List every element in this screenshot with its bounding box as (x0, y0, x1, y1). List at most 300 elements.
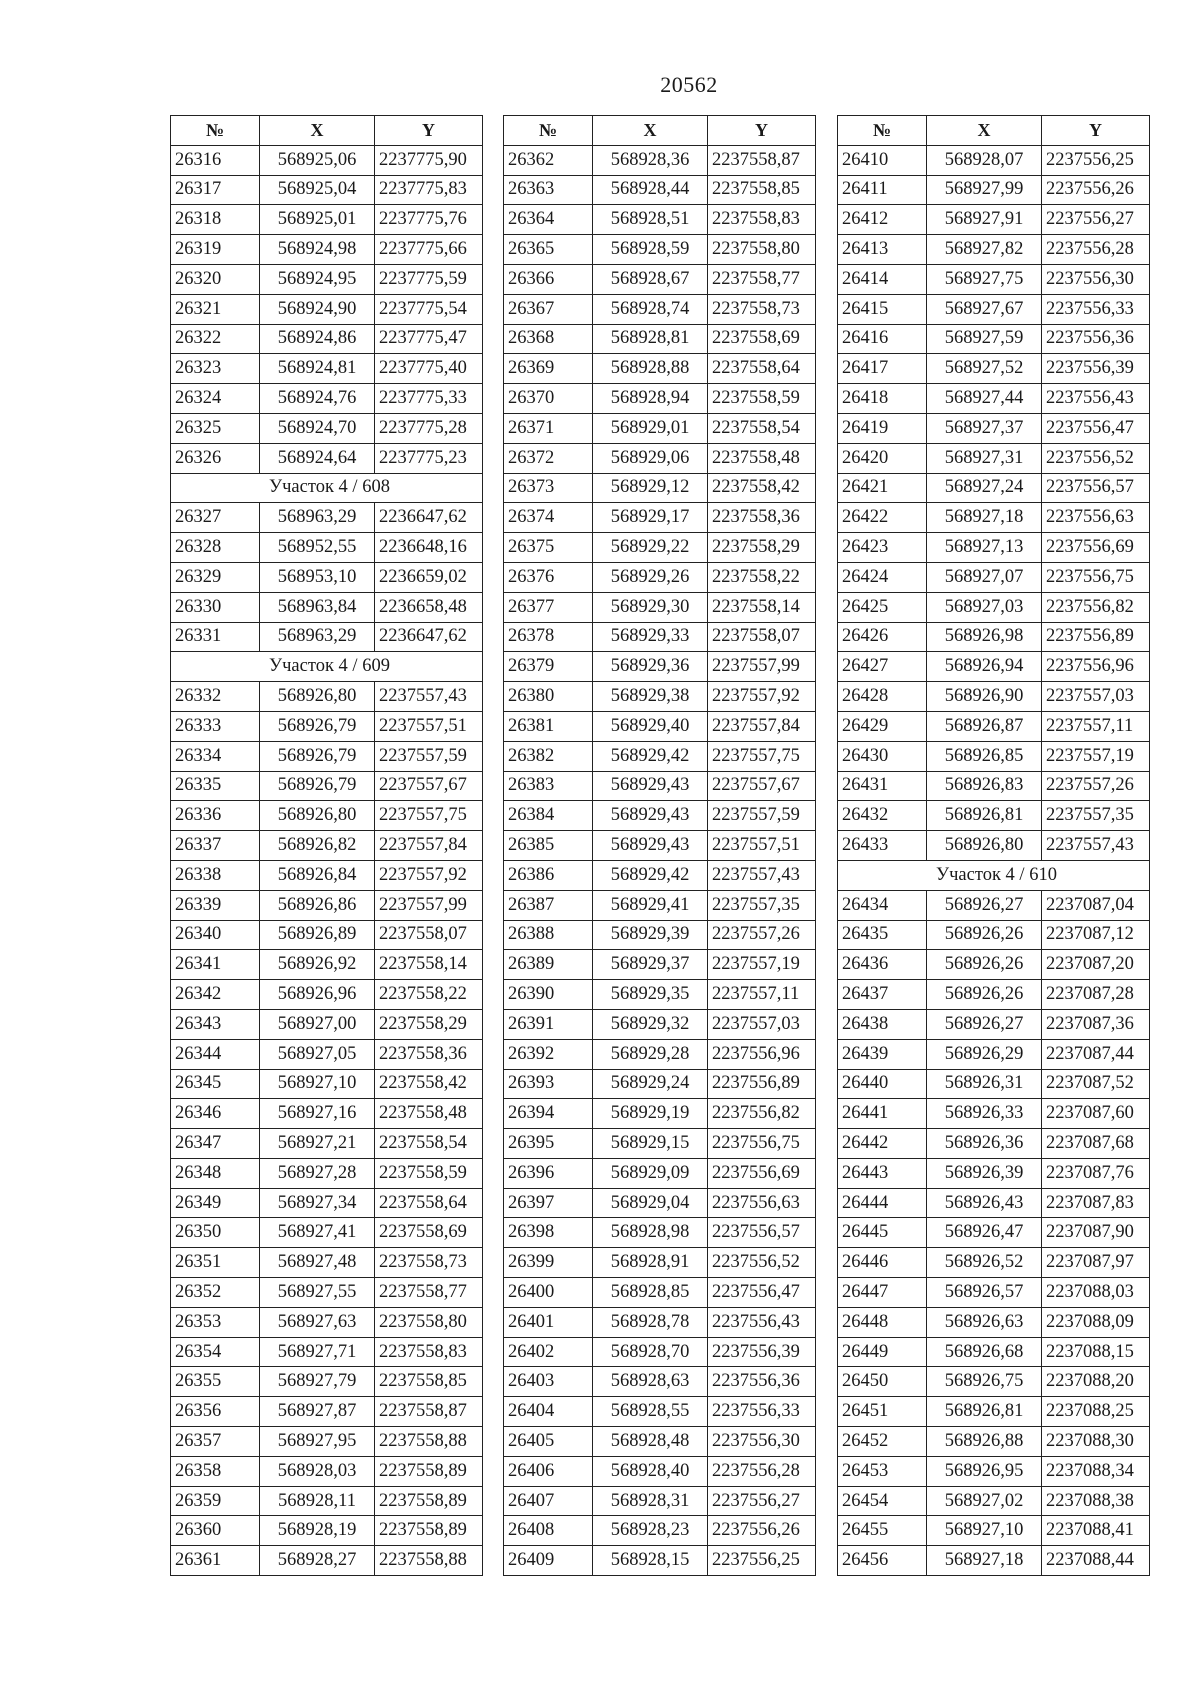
cell-x: 568926,82 (260, 831, 375, 861)
cell-number: 26338 (171, 860, 260, 890)
table-row (838, 682, 1150, 712)
header-x: X (593, 116, 708, 146)
table-row (504, 741, 816, 771)
table-row (171, 443, 483, 473)
header-y: Y (375, 116, 483, 146)
table-row (504, 1158, 816, 1188)
cell-x: 568928,98 (593, 1218, 708, 1248)
table-row (838, 264, 1150, 294)
cell-x: 568929,35 (593, 980, 708, 1010)
cell-y: 2237557,59 (375, 741, 483, 771)
table-row (504, 413, 816, 443)
cell-x: 568926,83 (927, 771, 1042, 801)
cell-x: 568927,37 (927, 413, 1042, 443)
cell-y: 2237775,33 (375, 384, 483, 414)
cell-number: 26333 (171, 711, 260, 741)
cell-x: 568953,10 (260, 562, 375, 592)
table-row (171, 1278, 483, 1308)
table-row (838, 503, 1150, 533)
cell-x: 568963,29 (260, 503, 375, 533)
table-row (504, 1486, 816, 1516)
cell-number: 26402 (504, 1337, 593, 1367)
table-row (504, 264, 816, 294)
cell-x: 568927,03 (927, 592, 1042, 622)
cell-y: 2237557,43 (1042, 831, 1150, 861)
cell-y: 2237558,64 (375, 1188, 483, 1218)
cell-number: 26432 (838, 801, 927, 831)
table-row (838, 1278, 1150, 1308)
table-row (838, 1218, 1150, 1248)
cell-x: 568928,81 (593, 324, 708, 354)
cell-x: 568927,24 (927, 473, 1042, 503)
cell-number: 26328 (171, 533, 260, 563)
table-row (171, 1427, 483, 1457)
table-row (838, 711, 1150, 741)
cell-y: 2237557,51 (375, 711, 483, 741)
cell-x: 568929,28 (593, 1039, 708, 1069)
table-row (171, 980, 483, 1010)
table-row (838, 1397, 1150, 1427)
cell-number: 26381 (504, 711, 593, 741)
cell-number: 26414 (838, 264, 927, 294)
cell-y: 2237558,48 (708, 443, 816, 473)
cell-y: 2237558,80 (375, 1307, 483, 1337)
cell-y: 2237556,63 (1042, 503, 1150, 533)
cell-y: 2237088,25 (1042, 1397, 1150, 1427)
cell-number: 26416 (838, 324, 927, 354)
table-row (504, 622, 816, 652)
cell-number: 26352 (171, 1278, 260, 1308)
cell-y: 2237558,64 (708, 354, 816, 384)
cell-y: 2237556,28 (1042, 235, 1150, 265)
cell-y: 2237557,51 (708, 831, 816, 861)
cell-x: 568927,87 (260, 1397, 375, 1427)
cell-x: 568926,87 (927, 711, 1042, 741)
cell-number: 26351 (171, 1248, 260, 1278)
cell-y: 2236658,48 (375, 592, 483, 622)
cell-number: 26382 (504, 741, 593, 771)
cell-x: 568928,78 (593, 1307, 708, 1337)
cell-number: 26347 (171, 1129, 260, 1159)
cell-y: 2237558,59 (375, 1158, 483, 1188)
table-row (504, 1009, 816, 1039)
cell-y: 2237557,19 (1042, 741, 1150, 771)
header-y: Y (708, 116, 816, 146)
cell-number: 26415 (838, 294, 927, 324)
cell-x: 568927,59 (927, 324, 1042, 354)
table-row (171, 1546, 483, 1576)
cell-y: 2237558,36 (708, 503, 816, 533)
cell-y: 2237556,25 (708, 1546, 816, 1576)
cell-y: 2237558,48 (375, 1099, 483, 1129)
cell-x: 568928,94 (593, 384, 708, 414)
cell-number: 26398 (504, 1218, 593, 1248)
cell-x: 568926,79 (260, 771, 375, 801)
cell-x: 568929,43 (593, 831, 708, 861)
table-row (171, 235, 483, 265)
cell-number: 26442 (838, 1129, 927, 1159)
table-row (171, 264, 483, 294)
cell-number: 26446 (838, 1248, 927, 1278)
cell-x: 568928,88 (593, 354, 708, 384)
cell-number: 26421 (838, 473, 927, 503)
cell-x: 568963,84 (260, 592, 375, 622)
cell-x: 568926,33 (927, 1099, 1042, 1129)
cell-x: 568926,81 (927, 1397, 1042, 1427)
cell-number: 26385 (504, 831, 593, 861)
cell-x: 568924,95 (260, 264, 375, 294)
cell-number: 26397 (504, 1188, 593, 1218)
header-x: X (927, 116, 1042, 146)
cell-y: 2237557,67 (708, 771, 816, 801)
table-row (838, 145, 1150, 175)
cell-y: 2237558,69 (375, 1218, 483, 1248)
cell-number: 26436 (838, 950, 927, 980)
cell-x: 568924,76 (260, 384, 375, 414)
cell-number: 26379 (504, 652, 593, 682)
cell-number: 26435 (838, 920, 927, 950)
cell-x: 568927,67 (927, 294, 1042, 324)
cell-x: 568928,63 (593, 1367, 708, 1397)
header-number: № (838, 116, 927, 146)
table-row (838, 980, 1150, 1010)
section-row (838, 860, 1150, 890)
section-label: Участок 4 / 608 (171, 473, 483, 503)
cell-number: 26363 (504, 175, 593, 205)
header-number: № (504, 116, 593, 146)
cell-y: 2237557,03 (1042, 682, 1150, 712)
cell-x: 568928,67 (593, 264, 708, 294)
cell-y: 2237556,43 (1042, 384, 1150, 414)
cell-y: 2237558,88 (375, 1427, 483, 1457)
cell-number: 26393 (504, 1069, 593, 1099)
cell-x: 568927,34 (260, 1188, 375, 1218)
cell-y: 2237556,27 (708, 1486, 816, 1516)
cell-number: 26444 (838, 1188, 927, 1218)
cell-y: 2237557,99 (375, 890, 483, 920)
cell-number: 26360 (171, 1516, 260, 1546)
table-row (838, 950, 1150, 980)
cell-y: 2237556,33 (708, 1397, 816, 1427)
header-number: № (171, 116, 260, 146)
table-row (838, 1248, 1150, 1278)
table-row (504, 443, 816, 473)
cell-number: 26389 (504, 950, 593, 980)
cell-y: 2237557,35 (1042, 801, 1150, 831)
cell-y: 2237558,88 (375, 1546, 483, 1576)
cell-number: 26448 (838, 1307, 927, 1337)
table-row (171, 1099, 483, 1129)
table-row (171, 384, 483, 414)
cell-number: 26373 (504, 473, 593, 503)
cell-x: 568929,17 (593, 503, 708, 533)
table-row (171, 1367, 483, 1397)
cell-number: 26422 (838, 503, 927, 533)
cell-y: 2237557,35 (708, 890, 816, 920)
cell-y: 2237557,67 (375, 771, 483, 801)
table-row (504, 831, 816, 861)
cell-x: 568928,23 (593, 1516, 708, 1546)
cell-x: 568926,85 (927, 741, 1042, 771)
cell-number: 26364 (504, 205, 593, 235)
cell-x: 568929,24 (593, 1069, 708, 1099)
cell-y: 2237556,43 (708, 1307, 816, 1337)
cell-x: 568929,38 (593, 682, 708, 712)
table-row (504, 1188, 816, 1218)
cell-y: 2237088,20 (1042, 1367, 1150, 1397)
cell-y: 2236659,02 (375, 562, 483, 592)
table-row (504, 682, 816, 712)
cell-y: 2237556,36 (708, 1367, 816, 1397)
cell-x: 568926,27 (927, 1009, 1042, 1039)
table-row (171, 1129, 483, 1159)
table-row (838, 1069, 1150, 1099)
cell-number: 26423 (838, 533, 927, 563)
table-row (504, 1367, 816, 1397)
cell-x: 568927,52 (927, 354, 1042, 384)
cell-x: 568929,15 (593, 1129, 708, 1159)
table-row (504, 1099, 816, 1129)
table-row (838, 1188, 1150, 1218)
cell-x: 568927,13 (927, 533, 1042, 563)
cell-number: 26336 (171, 801, 260, 831)
cell-number: 26392 (504, 1039, 593, 1069)
cell-number: 26437 (838, 980, 927, 1010)
cell-x: 568928,74 (593, 294, 708, 324)
cell-x: 568928,07 (927, 145, 1042, 175)
table-row (838, 1009, 1150, 1039)
cell-x: 568927,79 (260, 1367, 375, 1397)
table-row (838, 1129, 1150, 1159)
cell-x: 568927,02 (927, 1486, 1042, 1516)
table-row (171, 1188, 483, 1218)
cell-y: 2237558,69 (708, 324, 816, 354)
cell-y: 2237558,73 (375, 1248, 483, 1278)
cell-x: 568929,41 (593, 890, 708, 920)
cell-y: 2237558,77 (708, 264, 816, 294)
cell-x: 568928,48 (593, 1427, 708, 1457)
table-row (171, 1337, 483, 1367)
cell-y: 2237558,89 (375, 1516, 483, 1546)
cell-y: 2237556,26 (708, 1516, 816, 1546)
table-row (838, 1427, 1150, 1457)
cell-number: 26326 (171, 443, 260, 473)
cell-x: 568926,86 (260, 890, 375, 920)
cell-x: 568926,26 (927, 950, 1042, 980)
table-row (504, 1307, 816, 1337)
cell-number: 26323 (171, 354, 260, 384)
cell-y: 2237087,52 (1042, 1069, 1150, 1099)
cell-x: 568924,98 (260, 235, 375, 265)
cell-number: 26395 (504, 1129, 593, 1159)
cell-number: 26420 (838, 443, 927, 473)
cell-x: 568926,79 (260, 711, 375, 741)
table-row (838, 1158, 1150, 1188)
table-row (838, 890, 1150, 920)
cell-y: 2237556,52 (708, 1248, 816, 1278)
cell-number: 26325 (171, 413, 260, 443)
cell-x: 568925,01 (260, 205, 375, 235)
cell-y: 2237557,59 (708, 801, 816, 831)
cell-x: 568926,96 (260, 980, 375, 1010)
cell-y: 2237556,30 (1042, 264, 1150, 294)
table-row (504, 1069, 816, 1099)
cell-y: 2237557,84 (375, 831, 483, 861)
table-row (171, 1397, 483, 1427)
cell-y: 2237558,36 (375, 1039, 483, 1069)
cell-x: 568924,81 (260, 354, 375, 384)
cell-y: 2237558,87 (708, 145, 816, 175)
cell-number: 26359 (171, 1486, 260, 1516)
cell-number: 26409 (504, 1546, 593, 1576)
cell-x: 568926,26 (927, 920, 1042, 950)
table-header-row (838, 116, 1150, 146)
cell-x: 568929,12 (593, 473, 708, 503)
cell-number: 26443 (838, 1158, 927, 1188)
cell-number: 26343 (171, 1009, 260, 1039)
coordinates-table-1 (170, 115, 483, 1576)
cell-y: 2237087,28 (1042, 980, 1150, 1010)
table-row (504, 175, 816, 205)
cell-number: 26388 (504, 920, 593, 950)
cell-y: 2237087,04 (1042, 890, 1150, 920)
cell-y: 2237556,39 (708, 1337, 816, 1367)
cell-number: 26419 (838, 413, 927, 443)
cell-y: 2237556,96 (1042, 652, 1150, 682)
cell-x: 568929,33 (593, 622, 708, 652)
cell-x: 568929,22 (593, 533, 708, 563)
cell-number: 26368 (504, 324, 593, 354)
cell-x: 568928,31 (593, 1486, 708, 1516)
cell-x: 568929,32 (593, 1009, 708, 1039)
cell-number: 26327 (171, 503, 260, 533)
cell-y: 2237088,15 (1042, 1337, 1150, 1367)
cell-number: 26441 (838, 1099, 927, 1129)
table-row (504, 235, 816, 265)
cell-y: 2237557,43 (375, 682, 483, 712)
cell-x: 568929,43 (593, 801, 708, 831)
table-row (171, 682, 483, 712)
cell-y: 2237557,43 (708, 860, 816, 890)
table-row (838, 1456, 1150, 1486)
table-row (504, 145, 816, 175)
cell-number: 26356 (171, 1397, 260, 1427)
table-row (171, 771, 483, 801)
cell-y: 2237558,42 (375, 1069, 483, 1099)
cell-y: 2237087,97 (1042, 1248, 1150, 1278)
cell-x: 568929,37 (593, 950, 708, 980)
table-row (504, 711, 816, 741)
cell-x: 568924,90 (260, 294, 375, 324)
cell-x: 568929,39 (593, 920, 708, 950)
table-row (171, 1248, 483, 1278)
table-row (838, 1516, 1150, 1546)
cell-number: 26345 (171, 1069, 260, 1099)
cell-x: 568924,70 (260, 413, 375, 443)
table-row (171, 205, 483, 235)
cell-number: 26354 (171, 1337, 260, 1367)
cell-number: 26378 (504, 622, 593, 652)
cell-number: 26380 (504, 682, 593, 712)
cell-y: 2237775,54 (375, 294, 483, 324)
cell-x: 568927,99 (927, 175, 1042, 205)
cell-y: 2237556,69 (1042, 533, 1150, 563)
cell-x: 568927,21 (260, 1129, 375, 1159)
cell-number: 26337 (171, 831, 260, 861)
cell-x: 568926,98 (927, 622, 1042, 652)
cell-y: 2237775,40 (375, 354, 483, 384)
cell-number: 26456 (838, 1546, 927, 1576)
cell-x: 568928,19 (260, 1516, 375, 1546)
cell-x: 568927,82 (927, 235, 1042, 265)
table-row (504, 1129, 816, 1159)
cell-number: 26426 (838, 622, 927, 652)
cell-y: 2237556,63 (708, 1188, 816, 1218)
table-row (171, 592, 483, 622)
cell-y: 2237556,82 (1042, 592, 1150, 622)
cell-number: 26439 (838, 1039, 927, 1069)
cell-x: 568927,10 (260, 1069, 375, 1099)
cell-number: 26433 (838, 831, 927, 861)
cell-x: 568926,29 (927, 1039, 1042, 1069)
cell-number: 26317 (171, 175, 260, 205)
table-row (171, 1307, 483, 1337)
cell-y: 2237556,89 (708, 1069, 816, 1099)
cell-x: 568929,06 (593, 443, 708, 473)
cell-number: 26404 (504, 1397, 593, 1427)
cell-y: 2237558,89 (375, 1456, 483, 1486)
cell-number: 26452 (838, 1427, 927, 1457)
cell-x: 568929,43 (593, 771, 708, 801)
cell-x: 568929,04 (593, 1188, 708, 1218)
cell-y: 2237557,92 (375, 860, 483, 890)
header-y: Y (1042, 116, 1150, 146)
cell-y: 2237088,34 (1042, 1456, 1150, 1486)
coordinates-table-3 (837, 115, 1150, 1576)
cell-number: 26372 (504, 443, 593, 473)
cell-y: 2237558,85 (708, 175, 816, 205)
table-row (504, 1337, 816, 1367)
cell-x: 568928,85 (593, 1278, 708, 1308)
cell-number: 26449 (838, 1337, 927, 1367)
cell-x: 568929,36 (593, 652, 708, 682)
table-row (838, 652, 1150, 682)
cell-y: 2237556,28 (708, 1456, 816, 1486)
cell-y: 2237558,14 (375, 950, 483, 980)
cell-number: 26340 (171, 920, 260, 950)
table-row (838, 1486, 1150, 1516)
cell-y: 2236648,16 (375, 533, 483, 563)
cell-y: 2237558,07 (708, 622, 816, 652)
cell-number: 26358 (171, 1456, 260, 1486)
cell-x: 568926,31 (927, 1069, 1042, 1099)
cell-y: 2237558,83 (375, 1337, 483, 1367)
cell-number: 26412 (838, 205, 927, 235)
coordinates-table-2 (503, 115, 816, 1576)
cell-x: 568929,01 (593, 413, 708, 443)
cell-y: 2237556,89 (1042, 622, 1150, 652)
cell-y: 2237775,59 (375, 264, 483, 294)
cell-y: 2237087,76 (1042, 1158, 1150, 1188)
cell-y: 2237558,89 (375, 1486, 483, 1516)
cell-number: 26365 (504, 235, 593, 265)
cell-number: 26319 (171, 235, 260, 265)
table-row (171, 562, 483, 592)
cell-y: 2237556,33 (1042, 294, 1150, 324)
cell-y: 2237557,26 (708, 920, 816, 950)
cell-x: 568924,86 (260, 324, 375, 354)
cell-number: 26386 (504, 860, 593, 890)
